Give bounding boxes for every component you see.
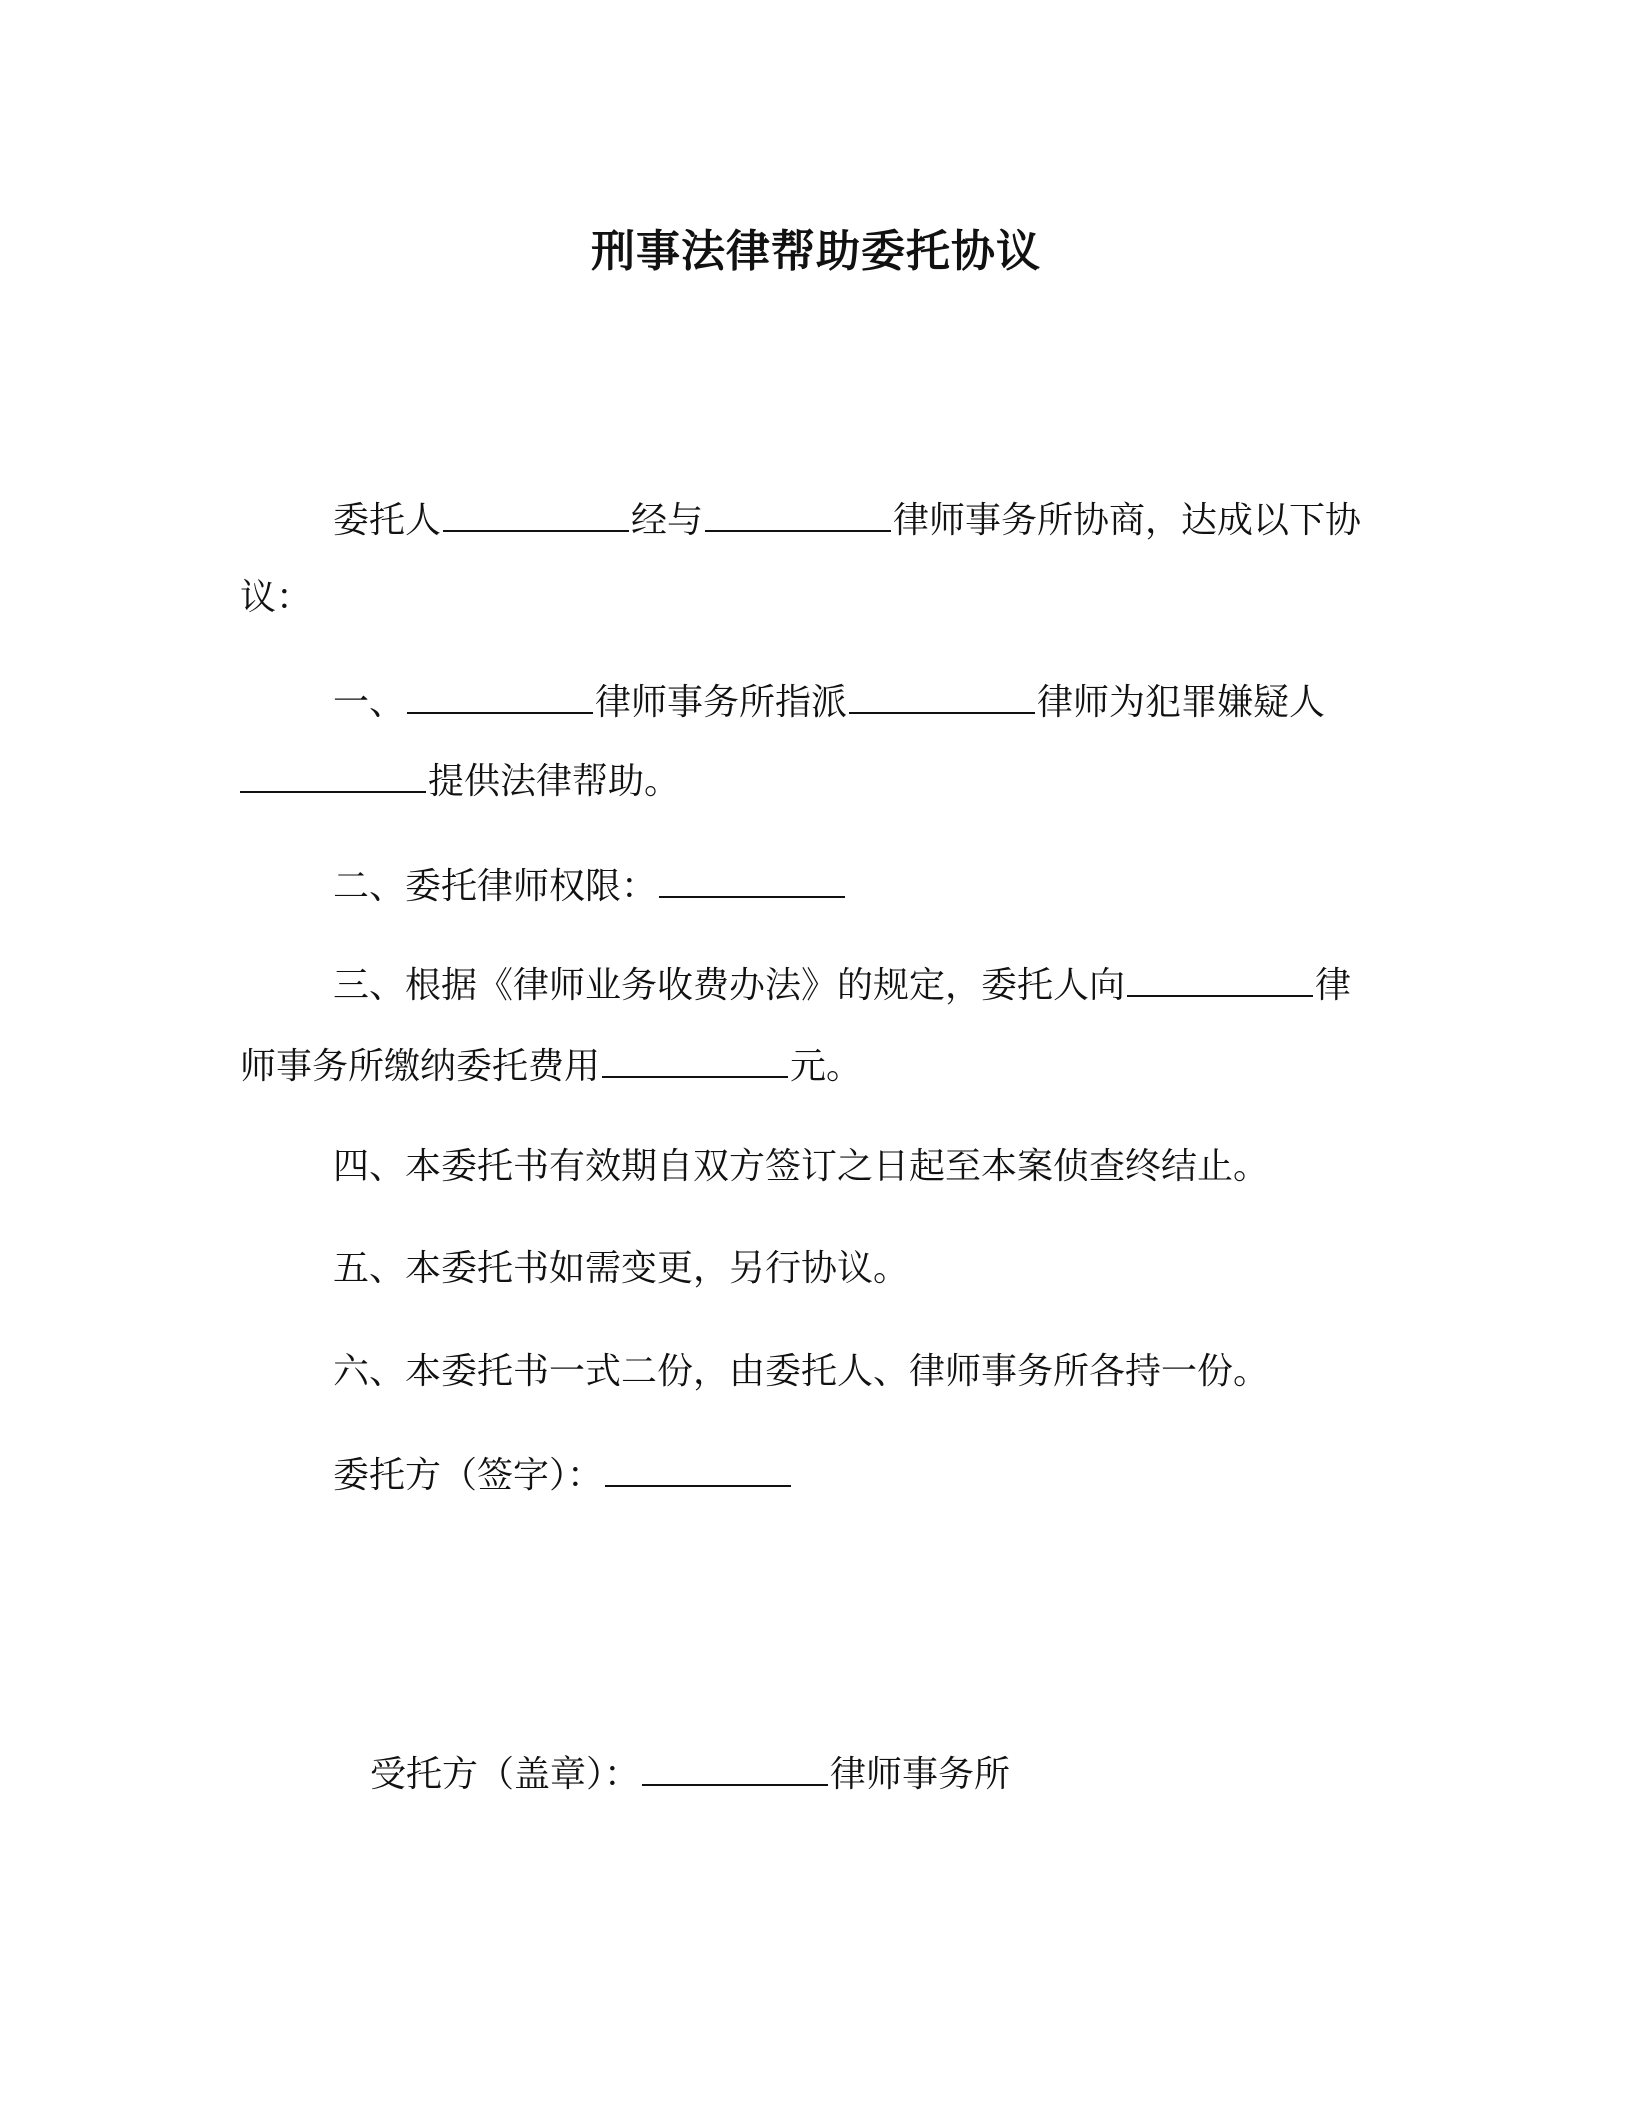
clause-3-text-fee: 师事务所缴纳委托费用 bbox=[240, 1046, 601, 1087]
clause-1-text-suspect: 律师为犯罪嫌疑人 bbox=[1037, 682, 1326, 723]
intro-text-client: 委托人 bbox=[333, 500, 442, 541]
clause-1-number: 一、 bbox=[333, 682, 406, 723]
clause-1-lawyer-blank bbox=[849, 676, 1035, 714]
clause-3-text-rule: 三、根据《律师业务收费办法》的规定，委托人向 bbox=[333, 965, 1126, 1006]
clause-1-firm-blank bbox=[407, 676, 593, 714]
clause-3-fee-blank bbox=[602, 1040, 788, 1078]
firm-seal-blank bbox=[642, 1748, 828, 1786]
clause-3-firm-blank bbox=[1127, 959, 1313, 997]
firm-seal-label: 受托方（盖章）： bbox=[370, 1754, 641, 1795]
clause-3-line-1 bbox=[333, 959, 1351, 1011]
intro-line-2 bbox=[240, 573, 312, 623]
clause-2-authority-blank bbox=[659, 860, 845, 898]
clause-3-line-2 bbox=[240, 1040, 862, 1092]
firm-seal-line bbox=[370, 1748, 1010, 1800]
clause-3-text-yuan: 元。 bbox=[790, 1046, 863, 1087]
client-signature-blank bbox=[605, 1449, 791, 1487]
clause-5: 五、本委托书如需变更，另行协议。 bbox=[333, 1248, 910, 1289]
intro-text-agreement: 律师事务所协商，达成以下协 bbox=[893, 500, 1362, 541]
clause-3-text-lawyer: 律 bbox=[1315, 965, 1352, 1006]
clause-2 bbox=[333, 860, 847, 912]
intro-text-with: 经与 bbox=[631, 500, 704, 541]
firm-seal-suffix: 律师事务所 bbox=[830, 1754, 1011, 1795]
clause-1-line-2 bbox=[240, 755, 680, 807]
client-signature-line bbox=[333, 1449, 793, 1501]
intro-text-end: 议： bbox=[240, 577, 313, 618]
intro-line-1 bbox=[333, 494, 1361, 546]
clause-4: 四、本委托书有效期自双方签订之日起至本案侦查终结止。 bbox=[333, 1146, 1270, 1187]
client-name-blank bbox=[443, 494, 629, 532]
document-title: 刑事法律帮助委托协议 bbox=[591, 226, 1041, 277]
clause-1-suspect-blank bbox=[240, 755, 426, 793]
clause-1-text-help: 提供法律帮助。 bbox=[428, 761, 681, 802]
clause-2-text: 二、委托律师权限： bbox=[333, 866, 658, 907]
clause-1-line-1 bbox=[333, 676, 1325, 728]
client-signature-label: 委托方（签字）： bbox=[333, 1455, 604, 1496]
clause-6: 六、本委托书一式二份，由委托人、律师事务所各持一份。 bbox=[333, 1351, 1270, 1392]
clause-1-text-assign: 律师事务所指派 bbox=[595, 682, 848, 723]
law-firm-name-blank bbox=[705, 494, 891, 532]
